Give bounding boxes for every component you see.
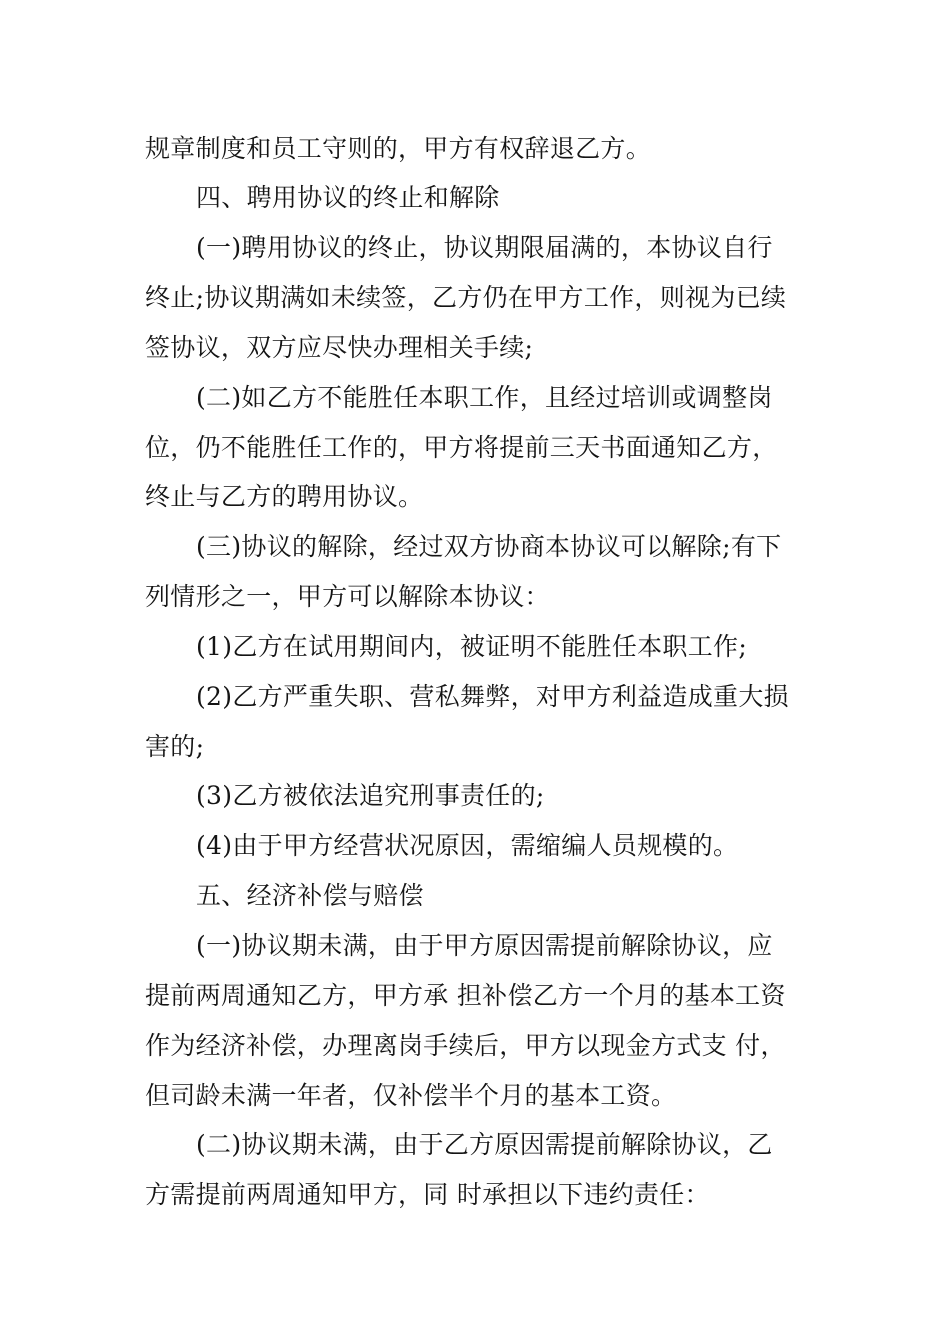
text-line-17: (一)协议期未满，由于甲方原因需提前解除协议，应 xyxy=(196,931,773,960)
section-heading-4: 四、聘用协议的终止和解除 xyxy=(196,183,500,212)
text-line-5: 签协议，双方应尽快办理相关手续; xyxy=(145,333,534,362)
text-line-20: 但司龄未满一年者，仅补偿半个月的基本工资。 xyxy=(145,1081,677,1110)
text-line-9: (三)协议的解除，经过双方协商本协议可以解除;有下 xyxy=(196,532,782,561)
text-line-18: 提前两周通知乙方，甲方承 担补偿乙方一个月的基本工资 xyxy=(145,981,786,1010)
text-line-10: 列情形之一，甲方可以解除本协议： xyxy=(145,582,550,611)
text-line-21: (二)协议期未满，由于乙方原因需提前解除协议，乙 xyxy=(196,1130,773,1159)
list-item-2: (2)乙方严重失职、营私舞弊，对甲方利益造成重大损 xyxy=(196,682,789,711)
text-line-22: 方需提前两周通知甲方，同 时承担以下违约责任： xyxy=(145,1180,710,1209)
text-line-19: 作为经济补偿，办理离岗手续后，甲方以现金方式支 付， xyxy=(145,1031,786,1060)
section-heading-5: 五、经济补偿与赔偿 xyxy=(196,881,424,910)
list-item-3: (3)乙方被依法追究刑事责任的; xyxy=(196,781,545,810)
text-line-3: (一)聘用协议的终止，协议期限届满的，本协议自行 xyxy=(196,233,773,262)
text-line-1: 规章制度和员工守则的，甲方有权辞退乙方。 xyxy=(145,134,652,163)
list-item-1: (1)乙方在试用期间内，被证明不能胜任本职工作; xyxy=(196,632,748,661)
text-line-8: 终止与乙方的聘用协议。 xyxy=(145,482,424,511)
text-line-7: 位，仍不能胜任工作的，甲方将提前三天书面通知乙方， xyxy=(145,433,778,462)
text-line-4: 终止;协议期满如未续签，乙方仍在甲方工作，则视为已续 xyxy=(145,283,787,312)
text-line-6: (二)如乙方不能胜任本职工作，且经过培训或调整岗 xyxy=(196,383,773,412)
list-item-4: (4)由于甲方经营状况原因，需缩编人员规模的。 xyxy=(196,831,739,860)
list-item-2-continued: 害的; xyxy=(145,732,205,761)
